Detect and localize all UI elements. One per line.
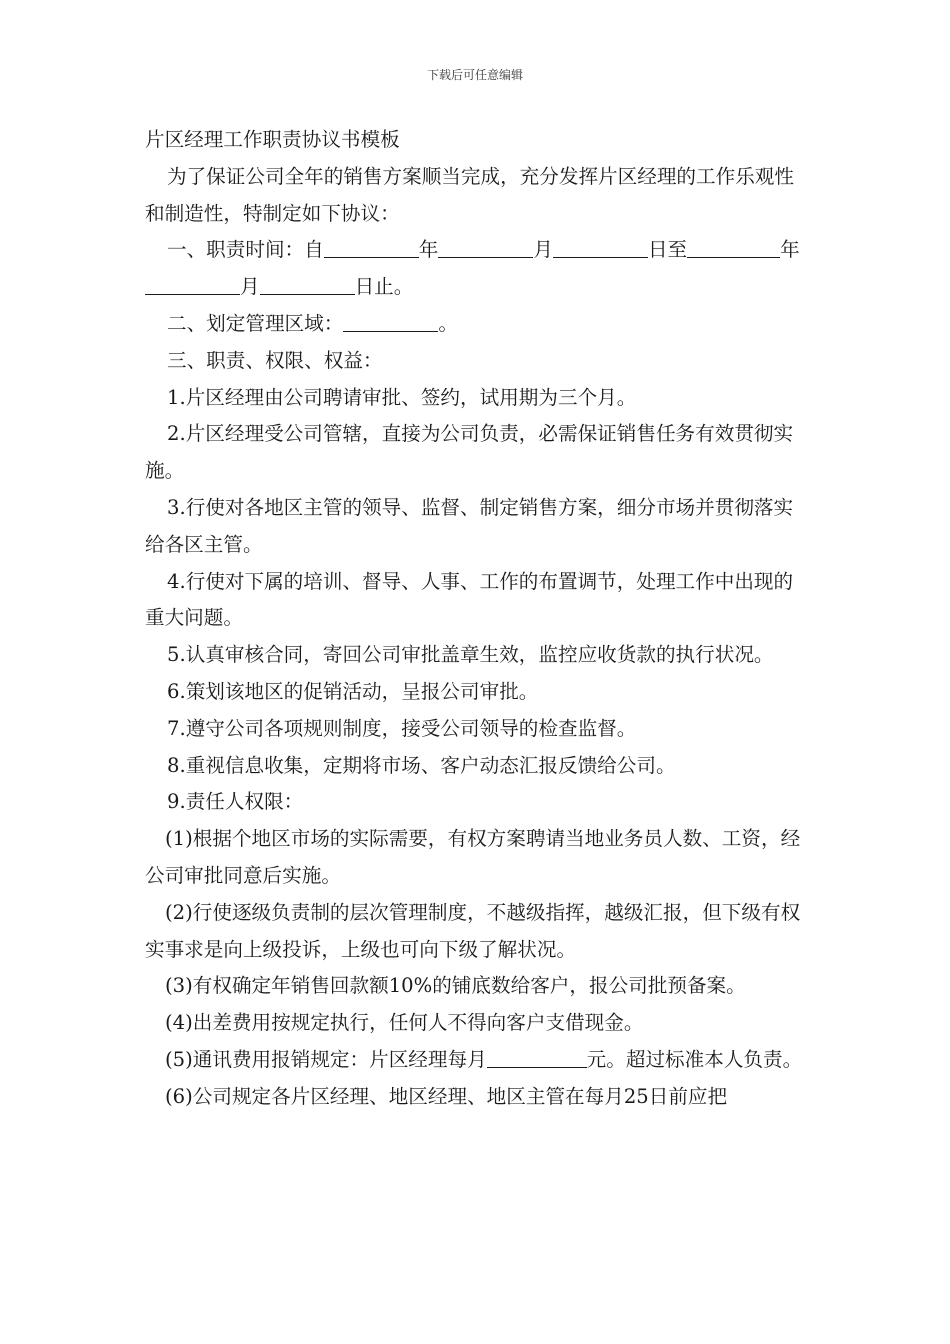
item-1: 1.片区经理由公司聘请审批、签约，试用期为三个月。 (167, 385, 637, 409)
year2-blank-part1[interactable] (687, 237, 747, 258)
sub-item-3: (3)有权确定年销售回款额10%的铺底数给客户，报公司批预备案。 (165, 974, 746, 998)
year2-label: 年 (780, 238, 800, 262)
month2-label: 月 (240, 275, 260, 299)
item-9: 9.责任人权限： (167, 790, 304, 814)
day-blank[interactable] (553, 237, 648, 258)
day2-blank[interactable] (260, 274, 355, 295)
month2-blank[interactable] (145, 274, 240, 295)
sub-item-5-text-b: 元。超过标准本人负责。 (586, 1047, 803, 1071)
sub-item-6: (6)公司规定各片区经理、地区经理、地区主管在每月25日前应把 (165, 1084, 728, 1108)
day-to-label: 日至 (647, 238, 688, 262)
section-2-end: 。 (438, 311, 458, 335)
page-header-note: 下载后可任意编辑 (426, 68, 523, 82)
year-blank[interactable] (324, 237, 419, 258)
month-label: 月 (533, 238, 553, 262)
item-2: 2.片区经理受公司管辖，直接为公司负责，必需保证销售任务有效贯彻实施。 (145, 422, 794, 483)
section-2-management-area (145, 306, 807, 343)
document-body (145, 122, 807, 1116)
sub-item-2: (2)行使逐级负责制的层次管理制度，不越级指挥，越级汇报，但下级有权实事求是向上级投诉，上级也可向下级了解状况。 (145, 900, 801, 961)
sub-item-4: (4)出差费用按规定执行，任何人不得向客户支借现金。 (165, 1011, 644, 1035)
section-3-heading: 三、职责、权限、权益： (167, 348, 383, 372)
year-label: 年 (418, 238, 439, 262)
amount-blank[interactable] (487, 1047, 587, 1068)
item-6: 6.策划该地区的促销活动，呈报公司审批。 (167, 679, 539, 703)
month-blank[interactable] (438, 237, 533, 258)
item-8: 8.重视信息收集，定期将市场、客户动态汇报反馈给公司。 (167, 753, 676, 777)
sub-item-5-text-a: (5)通讯费用报销规定：片区经理每月 (165, 1047, 487, 1071)
item-3: 3.行使对各地区主管的领导、监督、制定销售方案，细分市场并贯彻落实给各区主管。 (145, 495, 794, 556)
year2-blank-part2[interactable] (747, 237, 780, 258)
item-5: 5.认真审核合同，寄回公司审批盖章生效，监控应收货款的执行状况。 (167, 643, 774, 667)
section-2-label: 二、划定管理区域： (167, 311, 344, 335)
document-title: 片区经理工作职责协议书模板 (145, 128, 400, 151)
item-4: 4.行使对下属的培训、督导、人事、工作的布置调节，处理工作中出现的重大问题。 (145, 569, 794, 630)
intro-paragraph: 为了保证公司全年的销售方案顺当完成，充分发挥片区经理的工作乐观性和制造性，特制定如下协议： (145, 164, 794, 225)
sub-item-5 (145, 1042, 807, 1079)
item-7: 7.遵守公司各项规则制度，接受公司领导的检查监督。 (167, 716, 637, 740)
section-1-label: 一、职责时间：自 (167, 238, 324, 262)
section-1-duty-period (145, 232, 807, 306)
sub-item-1: (1)根据个地区市场的实际需要，有权方案聘请当地业务员人数、工资，经公司审批同意后实施。 (145, 827, 801, 887)
end-label: 日止。 (354, 275, 414, 299)
area-blank[interactable] (343, 311, 438, 332)
